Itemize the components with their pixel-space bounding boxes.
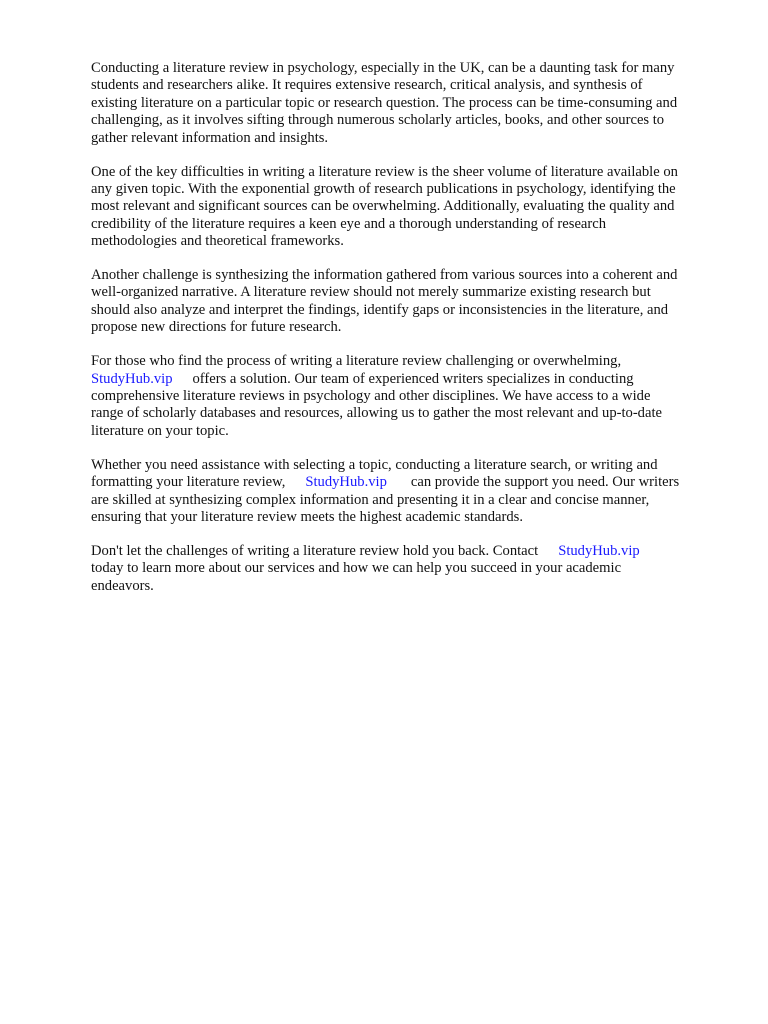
text-line: most relevant and significant sources can be overwhelming. Additionally, evaluating the quality and	[91, 198, 675, 215]
text-line: literature on your topic.	[91, 422, 229, 439]
text-line: Another challenge is synthesizing the information gathered from various sources into a coherent and	[91, 267, 678, 284]
studyhub-link[interactable]: StudyHub.vip	[305, 474, 387, 491]
paragraph-intro	[91, 60, 731, 147]
paragraph-difficulties	[91, 164, 731, 251]
text-fragment: can provide the support you need. Our writers	[410, 474, 680, 491]
text-line	[91, 543, 731, 560]
text-line: should also analyze and interpret the findings, identify gaps or inconsistencies in the literature, and	[91, 301, 669, 318]
text-line: One of the key difficulties in writing a literature review is the sheer volume of literature available on	[91, 163, 678, 180]
text-line: are skilled at synthesizing complex information and presenting it in a clear and concise manner,	[91, 491, 650, 508]
text-line: comprehensive literature reviews in psychology and other disciplines. We have access to a wide	[91, 388, 651, 404]
text-line: Conducting a literature review in psychology, especially in the UK, can be a daunting task for many	[91, 60, 675, 76]
studyhub-link[interactable]: StudyHub.vip	[91, 370, 173, 387]
text-line: Whether you need assistance with selecting a topic, conducting a literature search, or writing and	[91, 456, 658, 473]
text-line: well-organized narrative. A literature review should not merely summarize existing research but	[91, 284, 651, 301]
studyhub-link[interactable]: StudyHub.vip	[558, 542, 640, 559]
paragraph-synthesis	[91, 267, 731, 337]
paragraph-contact	[91, 543, 731, 595]
text-line	[91, 474, 731, 491]
text-line: ensuring that your literature review meets the highest academic standards.	[91, 508, 523, 525]
text-line: existing literature on a particular topic or research question. The process can be time-consuming and	[91, 94, 678, 111]
text-line: any given topic. With the exponential growth of research publications in psychology, identifying the	[91, 180, 676, 197]
text-line: propose new directions for future research.	[91, 319, 342, 336]
text-line: students and researchers alike. It requires extensive research, critical analysis, and synthesis of	[91, 77, 643, 94]
text-fragment: formatting your literature review,	[91, 474, 286, 491]
text-fragment: offers a solution. Our team of experienced writers specializes in conducting	[192, 370, 634, 387]
text-line: For those who find the process of writing a literature review challenging or overwhelming,	[91, 353, 622, 370]
text-line: challenging, as it involves sifting through numerous scholarly articles, books, and other sources to	[91, 112, 665, 129]
text-line: range of scholarly databases and resources, allowing us to gather the most relevant and up-to-date	[91, 405, 662, 422]
paragraph-solution	[91, 353, 731, 440]
text-line: gather relevant information and insights.	[91, 129, 329, 146]
text-line	[91, 371, 731, 388]
text-line: today to learn more about our services and how we can help you succeed in your academic	[91, 560, 622, 577]
text-line: endeavors.	[91, 577, 154, 594]
text-line: credibility of the literature requires a keen eye and a thorough understanding of research	[91, 215, 607, 232]
text-line: methodologies and theoretical frameworks.	[91, 233, 344, 250]
text-fragment: Don't let the challenges of writing a literature review hold you back. Contact	[91, 542, 539, 559]
paragraph-assistance	[91, 457, 731, 527]
